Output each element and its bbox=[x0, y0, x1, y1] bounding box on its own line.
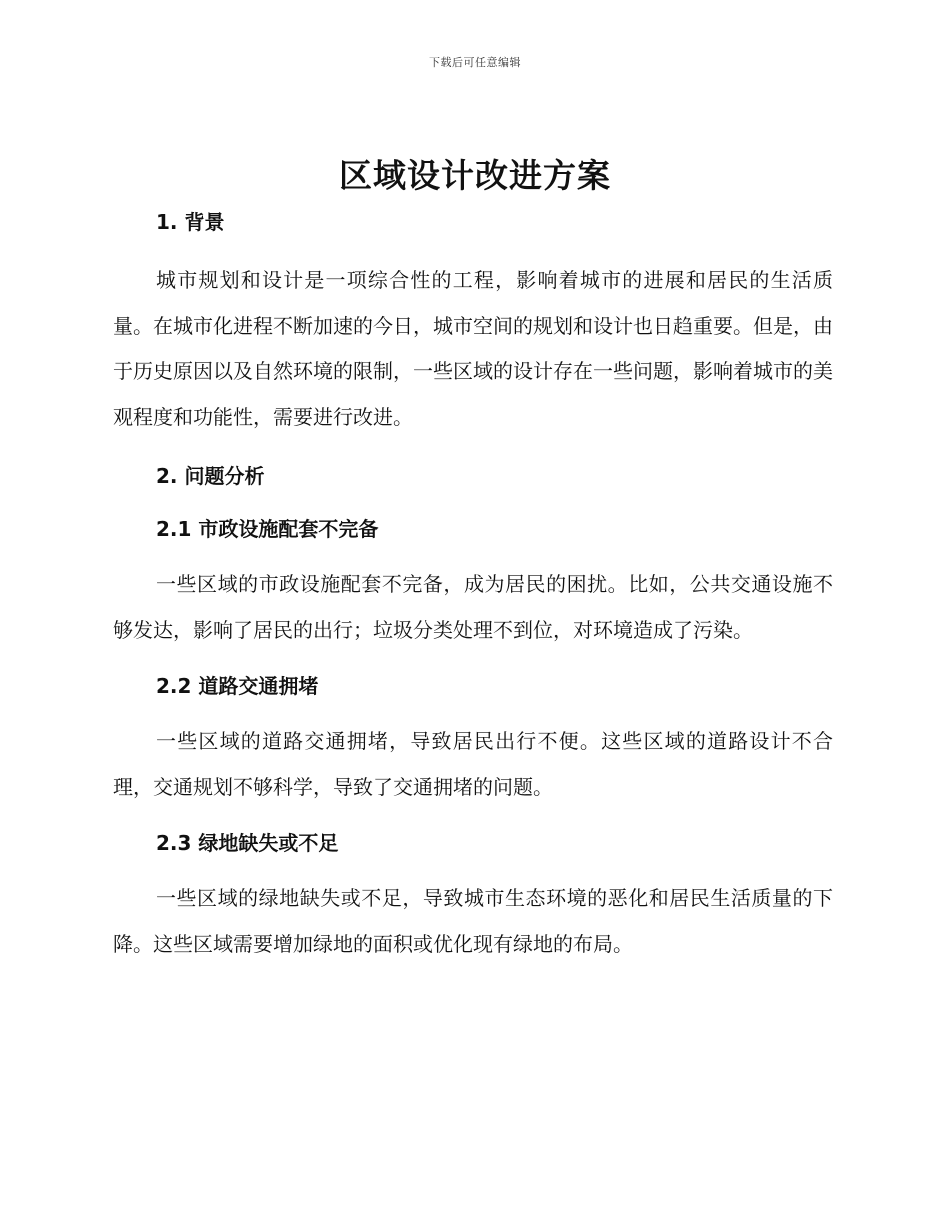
header-note: 下载后可任意编辑 bbox=[429, 56, 521, 69]
document-title: 区域设计改进方案 bbox=[339, 156, 611, 195]
section-paragraph-municipal-facilities: 一些区域的市政设施配套不完备，成为居民的困扰。比如，公共交通设施不够发达，影响了居民的出行；垃圾分类处理不到位，对环境造成了污染。 bbox=[113, 572, 833, 642]
section-heading-background: 1. 背景 bbox=[156, 210, 225, 234]
section-paragraph-traffic-congestion: 一些区域的道路交通拥堵，导致居民出行不便。这些区域的道路设计不合理，交通规划不够科学，导致了交通拥堵的问题。 bbox=[113, 729, 833, 799]
section-paragraph-green-space: 一些区域的绿地缺失或不足，导致城市生态环境的恶化和居民生活质量的下降。这些区域需要增加绿地的面积或优化现有绿地的布局。 bbox=[113, 886, 833, 956]
section-heading-municipal-facilities: 2.1 市政设施配套不完备 bbox=[156, 517, 379, 541]
section-paragraph-background: 城市规划和设计是一项综合性的工程，影响着城市的进展和居民的生活质量。在城市化进程不断加速的今日，城市空间的规划和设计也日趋重要。但是，由于历史原因以及自然环境的限制，一些区域的设计存在一些问题，影响着城市的美观程度和功能性，需要进行改进。 bbox=[113, 268, 833, 429]
section-heading-green-space: 2.3 绿地缺失或不足 bbox=[156, 831, 339, 855]
section-heading-traffic-congestion: 2.2 道路交通拥堵 bbox=[156, 674, 319, 698]
document-body bbox=[113, 205, 833, 967]
section-heading-problem-analysis: 2. 问题分析 bbox=[156, 464, 265, 488]
